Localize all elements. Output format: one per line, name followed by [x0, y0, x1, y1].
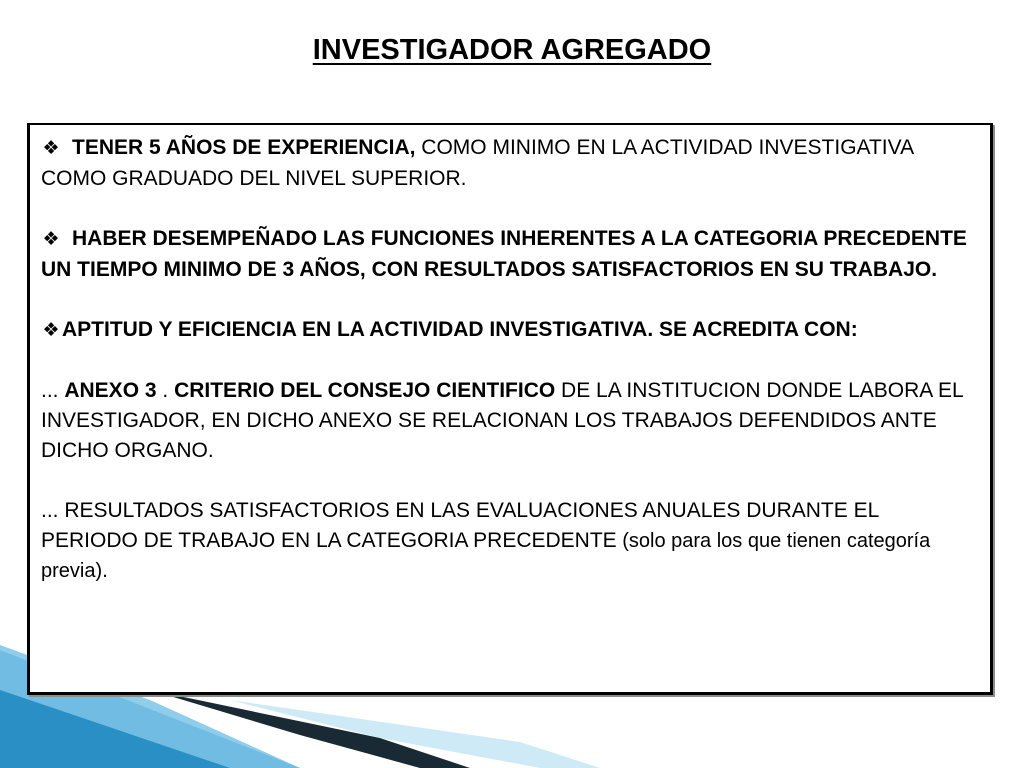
requirement-experience — [41, 133, 978, 194]
decoration-dark-stripe — [150, 690, 470, 768]
requirement-experience-text: COMO MINIMO EN LA ACTIVIDAD INVESTIGATIVA COMO GRADUADO DEL NIVEL SUPERIOR. — [41, 136, 913, 190]
annual-evaluations-note: (solo para los que tienen categoría previa) — [41, 530, 931, 582]
annual-evaluations-text: ... RESULTADOS SATISFACTORIOS EN LAS EVALUACIONES ANUALES DURANTE EL PERIODO DE TRABAJO EN LA CATEGORIA PRECEDENTE — [41, 499, 879, 552]
page-title: INVESTIGADOR AGREGADO — [312, 34, 712, 66]
four-diamond-bullet-icon: ❖ — [42, 320, 60, 341]
annual-evaluations-end: . — [102, 559, 108, 582]
requirement-previous-category-text: HABER DESEMPEÑADO LAS FUNCIONES INHERENTES A LA CATEGORIA PRECEDENTE UN TIEMPO MINIMO DE 3 AÑOS, CON RESULTADOS SATISFACTORIOS EN SU TRABAJO. — [41, 227, 967, 281]
content-box — [27, 123, 993, 695]
requirement-previous-category — [41, 224, 978, 285]
four-diamond-bullet-icon: ❖ — [42, 138, 60, 159]
requirement-aptitude-text: APTITUD Y EFICIENCIA EN LA ACTIVIDAD INVESTIGATIVA. SE ACREDITA CON: — [62, 318, 858, 341]
annex-3-text: DE LA INSTITUCION DONDE LABORA EL INVESTIGADOR, EN DICHO ANEXO SE RELACIONAN LOS TRABAJOS DEFENDIDOS ANTE DICHO ORGANO. — [41, 379, 963, 462]
annex-3-prefix: ... — [41, 379, 65, 402]
four-diamond-bullet-icon: ❖ — [42, 229, 60, 250]
annex-3-criterion — [41, 376, 978, 466]
annex-3-separator: . — [156, 379, 175, 402]
decoration-pale-stripe — [230, 700, 600, 768]
annual-evaluations — [41, 496, 978, 586]
requirement-aptitude — [41, 315, 978, 346]
annex-3-label: ANEXO 3 — [64, 379, 157, 402]
scientific-council-label: CRITERIO DEL CONSEJO CIENTIFICO — [174, 379, 556, 402]
requirement-experience-bold: TENER 5 AÑOS DE EXPERIENCIA, — [72, 136, 416, 159]
